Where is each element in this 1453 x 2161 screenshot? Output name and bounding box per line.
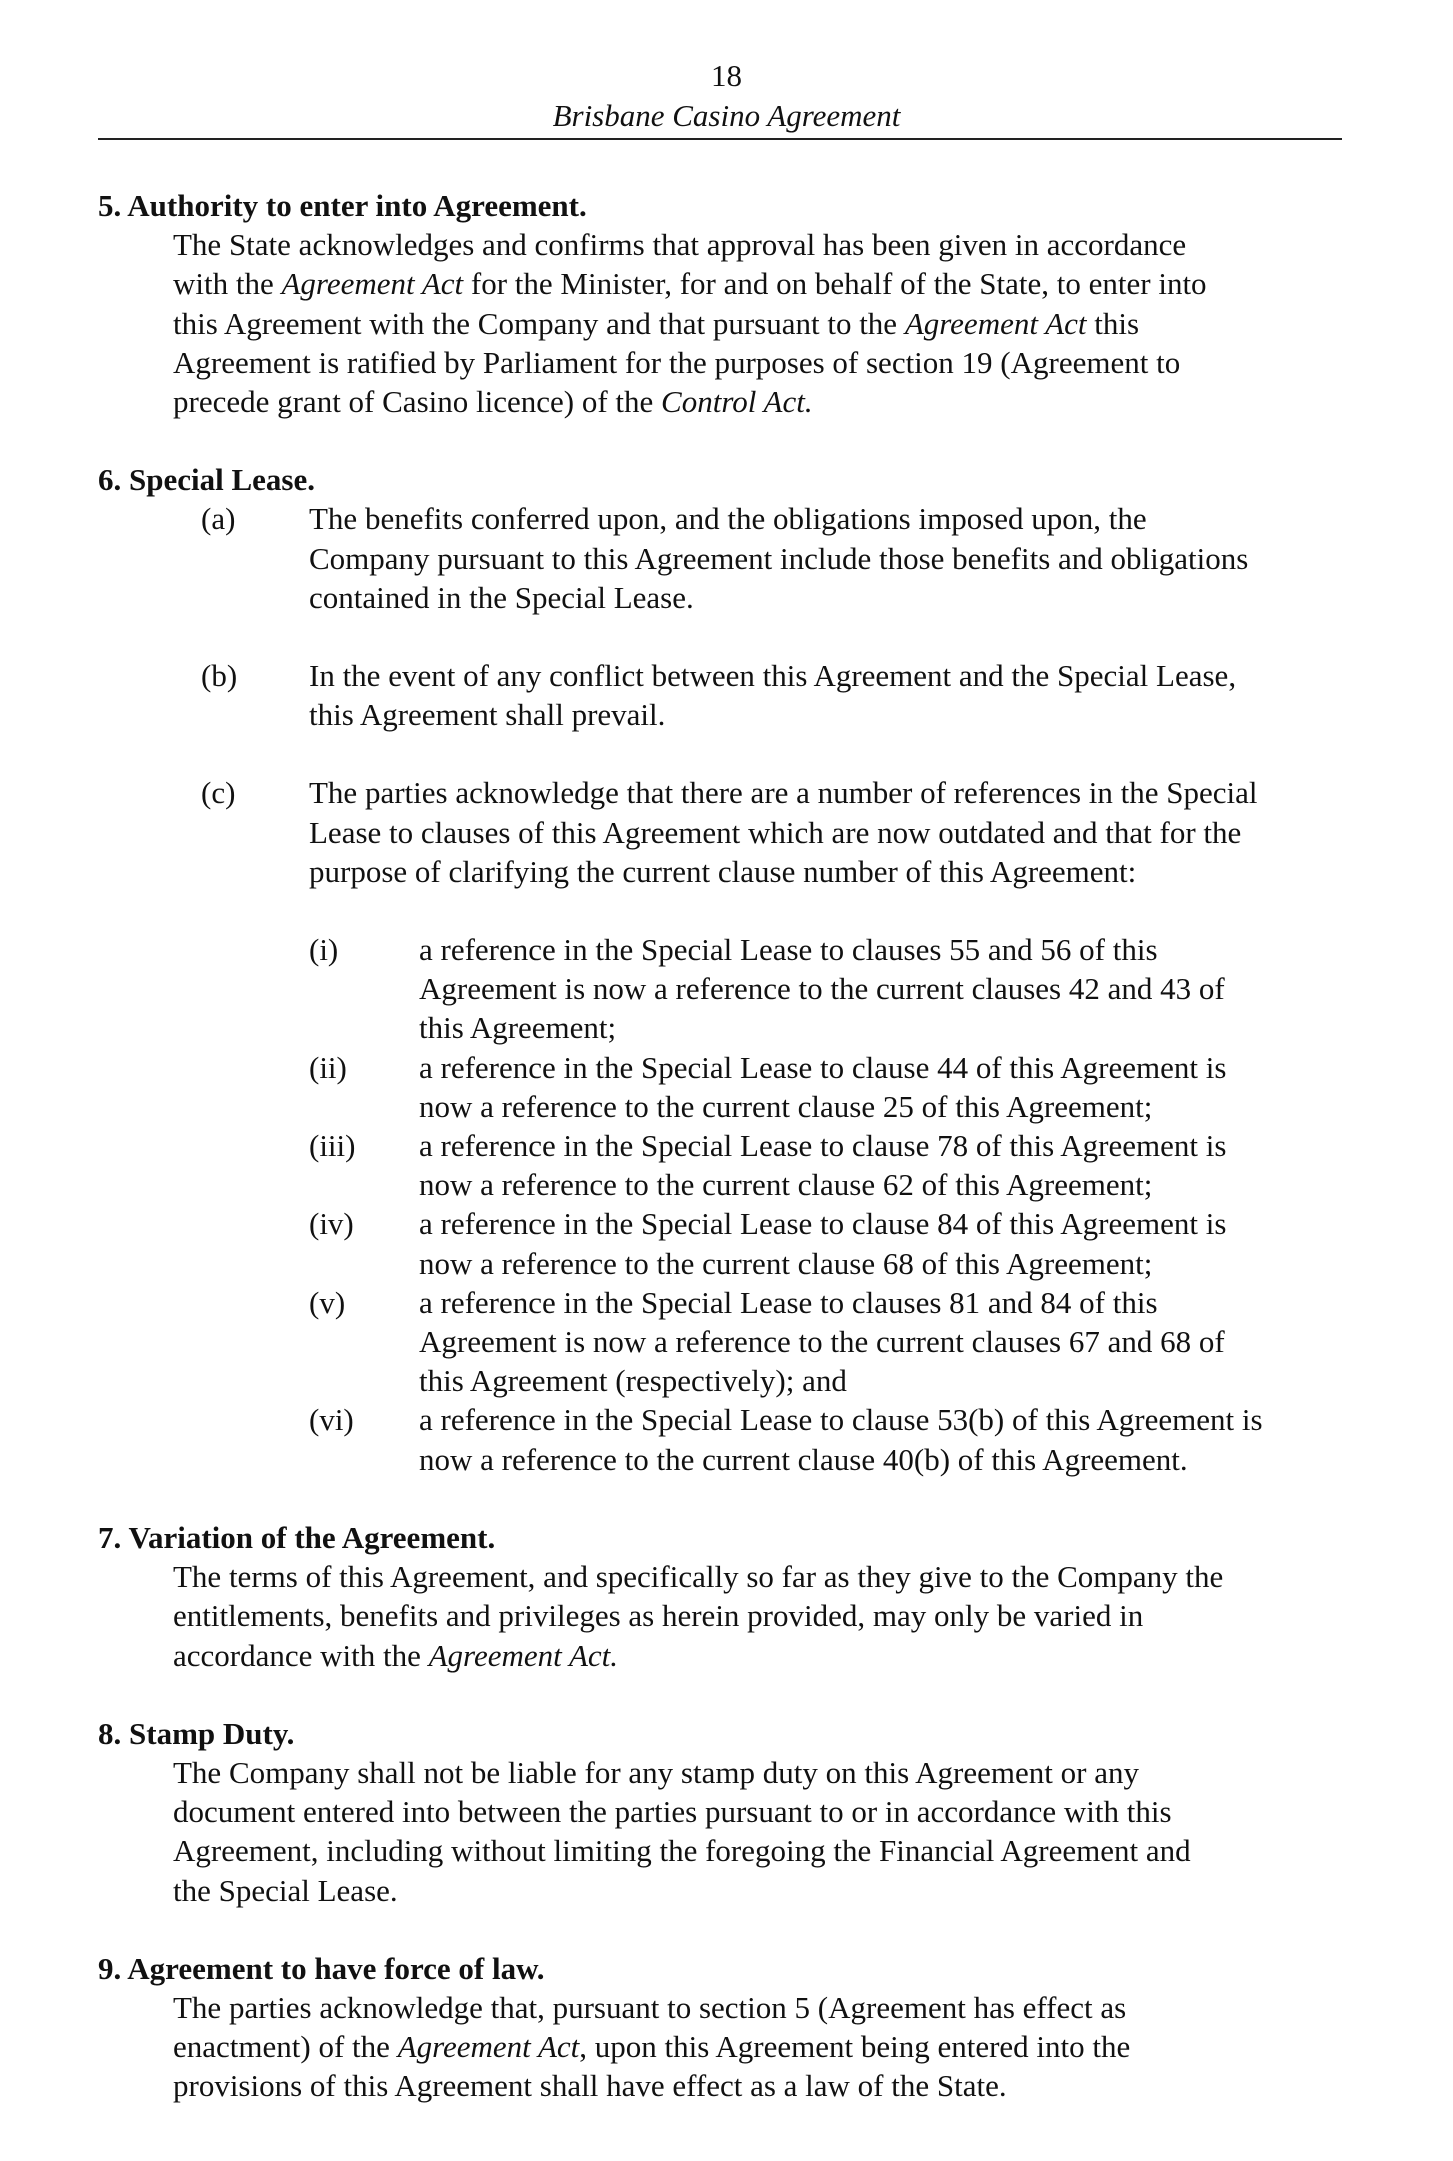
subclause [98, 773, 1358, 891]
text-line: Lease to clauses of this Agreement which are now outdated and that for the [309, 814, 1242, 850]
italic-act-title: Control Act. [661, 384, 813, 420]
section-6 [98, 460, 1358, 1479]
text-line: now a reference to the current clause 68 of this Agreement; [419, 1245, 1153, 1281]
reference-item-text [419, 1126, 1358, 1204]
reference-item [98, 1048, 1358, 1126]
text-line: Agreement is ratified by Parliament for the purposes of section 19 (Agreement to [173, 344, 1181, 380]
reference-item-text [419, 1204, 1358, 1282]
running-title: Brisbane Casino Agreement [552, 98, 901, 133]
text-line: Agreement is now a reference to the current clauses 42 and 43 of [419, 971, 1225, 1007]
text-line: this Agreement with the Company and that pursuant to the Agreement Act this [173, 305, 1140, 341]
text-line: now a reference to the current clause 40(b) of this Agreement. [419, 1441, 1188, 1477]
subclause-text [309, 773, 1358, 891]
section-heading: 5. Authority to enter into Agreement. [98, 188, 587, 223]
text-line: entitlements, benefits and privileges as herein provided, may only be varied in [173, 1598, 1144, 1634]
reference-item-label: (iv) [309, 1206, 354, 1242]
section-8 [98, 1714, 1358, 1910]
text-line: Company pursuant to this Agreement include those benefits and obligations [309, 540, 1249, 576]
section-5 [98, 186, 1358, 421]
italic-act-title: Agreement Act. [428, 1637, 619, 1673]
reference-item-label: (ii) [309, 1049, 347, 1085]
reference-item-text [419, 930, 1358, 1048]
page-number: 18 [711, 58, 742, 93]
subclause-label: (b) [201, 658, 238, 694]
text-line: purpose of clarifying the current clause number of this Agreement: [309, 853, 1137, 889]
subclause-text [309, 656, 1358, 734]
text-line: a reference in the Special Lease to clause 84 of this Agreement is [419, 1206, 1227, 1242]
section-7 [98, 1518, 1358, 1675]
text-line: this Agreement (respectively); and [419, 1363, 847, 1399]
reference-item [98, 1204, 1358, 1282]
subclause-text [309, 499, 1358, 617]
section-body [173, 1753, 1358, 1910]
text-line: precede grant of Casino licence) of the Control Act. [173, 384, 813, 420]
reference-item-label: (vi) [309, 1402, 354, 1438]
subclause-label: (a) [201, 501, 236, 537]
text-line: a reference in the Special Lease to clauses 55 and 56 of this [419, 932, 1158, 968]
section-9 [98, 1949, 1358, 2106]
section-body [173, 225, 1358, 421]
text-line: The Company shall not be liable for any stamp duty on this Agreement or any [173, 1754, 1139, 1790]
text-line: Agreement, including without limiting the foregoing the Financial Agreement and [173, 1833, 1191, 1869]
text-line: a reference in the Special Lease to clauses 81 and 84 of this [419, 1284, 1158, 1320]
text-line: The State acknowledges and confirms that approval has been given in accordance [173, 227, 1187, 263]
reference-item-label: (i) [309, 932, 339, 968]
text-line: now a reference to the current clause 25 of this Agreement; [419, 1088, 1153, 1124]
reference-item [98, 930, 1358, 1048]
text-line: enactment) of the Agreement Act, upon this Agreement being entered into the [173, 2029, 1131, 2065]
text-line: now a reference to the current clause 62 of this Agreement; [419, 1167, 1153, 1203]
italic-act-title: Agreement Act [397, 2029, 580, 2065]
text-line: The terms of this Agreement, and specifically so far as they give to the Company the [173, 1559, 1224, 1595]
section-heading: 8. Stamp Duty. [98, 1715, 295, 1751]
text-line: The benefits conferred upon, and the obligations imposed upon, the [309, 501, 1147, 537]
text-line: provisions of this Agreement shall have effect as a law of the State. [173, 2068, 1007, 2104]
reference-item-label: (v) [309, 1284, 346, 1320]
text-line: the Special Lease. [173, 1872, 398, 1908]
subclause [98, 656, 1358, 734]
reference-item-text [419, 1048, 1358, 1126]
subclause-label: (c) [201, 775, 236, 811]
section-body [173, 1988, 1358, 2106]
reference-item-text [419, 1400, 1358, 1478]
subclause-list [98, 499, 1358, 891]
text-line: In the event of any conflict between this Agreement and the Special Lease, [309, 658, 1237, 694]
italic-act-title: Agreement Act [281, 266, 464, 302]
text-line: contained in the Special Lease. [309, 579, 694, 615]
text-line: with the Agreement Act for the Minister, for and on behalf of the State, to enter into [173, 266, 1207, 302]
section-body [173, 1557, 1358, 1675]
document-body [98, 186, 1358, 2145]
reference-item [98, 1283, 1358, 1401]
text-line: this Agreement; [419, 1010, 617, 1046]
text-line: The parties acknowledge that, pursuant to section 5 (Agreement has effect as [173, 1989, 1127, 2025]
text-line: document entered into between the parties pursuant to or in accordance with this [173, 1794, 1172, 1830]
section-heading: 7. Variation of the Agreement. [98, 1519, 496, 1555]
text-line: this Agreement shall prevail. [309, 697, 666, 733]
section-heading: 9. Agreement to have force of law. [98, 1950, 545, 1986]
section-heading: 6. Special Lease. [98, 462, 315, 498]
italic-act-title: Agreement Act [904, 305, 1087, 341]
text-line: a reference in the Special Lease to clause 44 of this Agreement is [419, 1049, 1227, 1085]
header-rule [98, 138, 1342, 140]
text-line: Agreement is now a reference to the current clauses 67 and 68 of [419, 1324, 1225, 1360]
reference-item-text [419, 1283, 1358, 1401]
text-line: accordance with the Agreement Act. [173, 1637, 619, 1673]
subclause [98, 499, 1358, 617]
text-line: a reference in the Special Lease to clause 53(b) of this Agreement is [419, 1402, 1263, 1438]
reference-item [98, 1126, 1358, 1204]
reference-item [98, 1400, 1358, 1478]
text-line: a reference in the Special Lease to clause 78 of this Agreement is [419, 1128, 1227, 1164]
reference-item-label: (iii) [309, 1128, 356, 1164]
text-line: The parties acknowledge that there are a number of references in the Special [309, 775, 1258, 811]
reference-list [98, 930, 1358, 1479]
